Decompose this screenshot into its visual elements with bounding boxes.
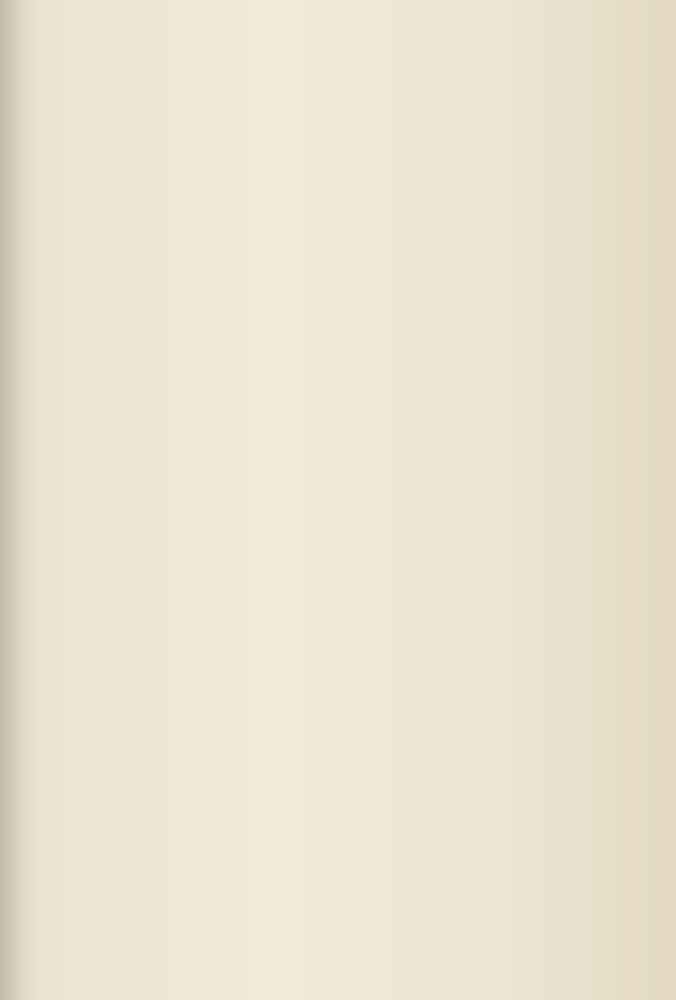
gutter-shadow: [0, 0, 26, 1000]
marginal-note: [612, 162, 671, 170]
marginal-note: [608, 87, 672, 94]
marginal-note: [606, 692, 672, 697]
marginal-note: [606, 866, 672, 871]
marginal-note: [612, 276, 671, 284]
